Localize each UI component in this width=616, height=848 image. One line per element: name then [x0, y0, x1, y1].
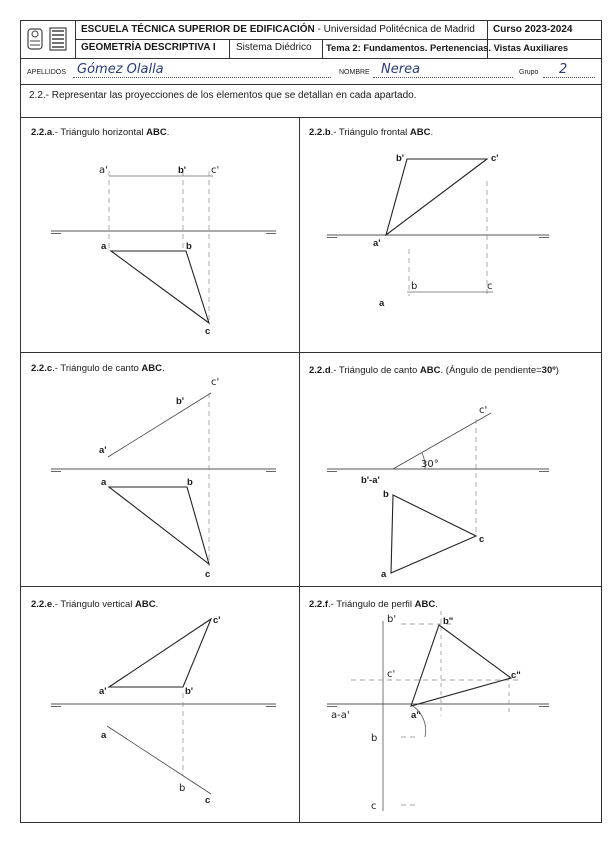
label-a-prime-e: a' — [99, 686, 107, 697]
label-b-f: b — [371, 733, 378, 744]
group-value[interactable]: 2 — [559, 62, 568, 77]
school-name: ESCUELA TÉCNICA SUPERIOR DE EDIFICACIÓN — [81, 24, 315, 35]
exercise-sheet — [20, 20, 602, 823]
label-b-c: b — [187, 477, 193, 488]
label-b-prime-c: b' — [176, 396, 185, 407]
panel-title-b: 2.2.b.- Triángulo frontal ABC. — [309, 127, 434, 138]
label-a-prime-c: a' — [99, 445, 107, 456]
drawing-e — [51, 619, 276, 794]
name-label: NOMBRE — [339, 69, 370, 76]
label-b-prime-f: b' — [387, 614, 397, 625]
topic-title: Tema 2: Fundamentos. Pertenencias. Vistas Auxiliares — [326, 42, 569, 53]
panel-title-c: 2.2.c.- Triángulo de canto ABC. — [31, 363, 165, 374]
drawings-canvas — [21, 21, 601, 822]
label-c-f: c — [371, 801, 377, 812]
subject-name: GEOMETRÍA DESCRIPTIVA I — [81, 42, 216, 53]
label-a-prime-a: a' — [99, 165, 108, 176]
panel-title-f: 2.2.f.- Triángulo de perfil ABC. — [309, 599, 438, 610]
label-a-dprime-f: a" — [411, 710, 421, 721]
label-b-e: b — [179, 783, 186, 794]
label-c-e: c — [205, 795, 211, 806]
drawing-f — [327, 611, 549, 811]
name-value[interactable]: Nerea — [381, 62, 421, 77]
drawing-b — [327, 159, 549, 296]
label-c-c: c — [205, 569, 211, 580]
group-label: Grupo — [519, 69, 539, 76]
label-c-b: c — [487, 281, 493, 292]
university-name: - Universidad Politécnica de Madrid — [317, 24, 475, 35]
label-b-prime-b: b' — [396, 153, 405, 164]
label-aa-prime-f: a-a' — [331, 710, 350, 721]
label-b-a: b — [186, 241, 192, 252]
surname-label: APELLIDOS — [27, 69, 66, 76]
label-c-prime-a: c' — [211, 165, 220, 176]
label-c-a: c — [205, 326, 211, 337]
label-a-d: a — [381, 569, 387, 580]
label-c-prime-d: c' — [479, 405, 488, 416]
panel-title-a: 2.2.a.- Triángulo horizontal ABC. — [31, 127, 170, 138]
label-c-d: c — [479, 534, 485, 545]
label-angle-d: 30° — [421, 459, 439, 470]
drawing-d — [327, 413, 549, 573]
label-b-b: b — [411, 281, 418, 292]
label-b-prime-e: b' — [185, 686, 194, 697]
label-c-prime-c: c' — [211, 377, 220, 388]
system-name: Sistema Diédrico — [236, 42, 312, 53]
drawing-c — [51, 393, 276, 566]
label-a-e: a — [101, 730, 107, 741]
instruction-text: 2.2.- Representar las proyecciones de los elementos que se detallan en cada apartado. — [29, 90, 417, 101]
label-c-prime-b: c' — [491, 153, 499, 164]
panel-title-d: 2.2.d.- Triángulo de canto ABC. (Ángulo de pendiente=30º) — [309, 365, 559, 376]
label-a-prime-b: a' — [373, 238, 381, 249]
label-b-dprime-f: b" — [443, 616, 454, 627]
label-c-prime-e: c' — [213, 615, 221, 626]
panel-title-e: 2.2.e.- Triángulo vertical ABC. — [31, 599, 159, 610]
drawing-a — [51, 171, 276, 323]
label-a-c: a — [101, 477, 107, 488]
surname-value[interactable]: Gómez Olalla — [77, 62, 164, 77]
label-b-prime-a: b' — [178, 165, 187, 176]
label-c-prime-f: c' — [387, 669, 396, 680]
label-c-dprime-f: c" — [511, 670, 521, 681]
label-b-d: b — [383, 489, 389, 500]
label-ba-prime-d: b'-a' — [361, 475, 380, 486]
course-year: Curso 2023-2024 — [493, 24, 573, 35]
label-a-b: a — [379, 298, 385, 309]
label-a-a: a — [101, 241, 107, 252]
